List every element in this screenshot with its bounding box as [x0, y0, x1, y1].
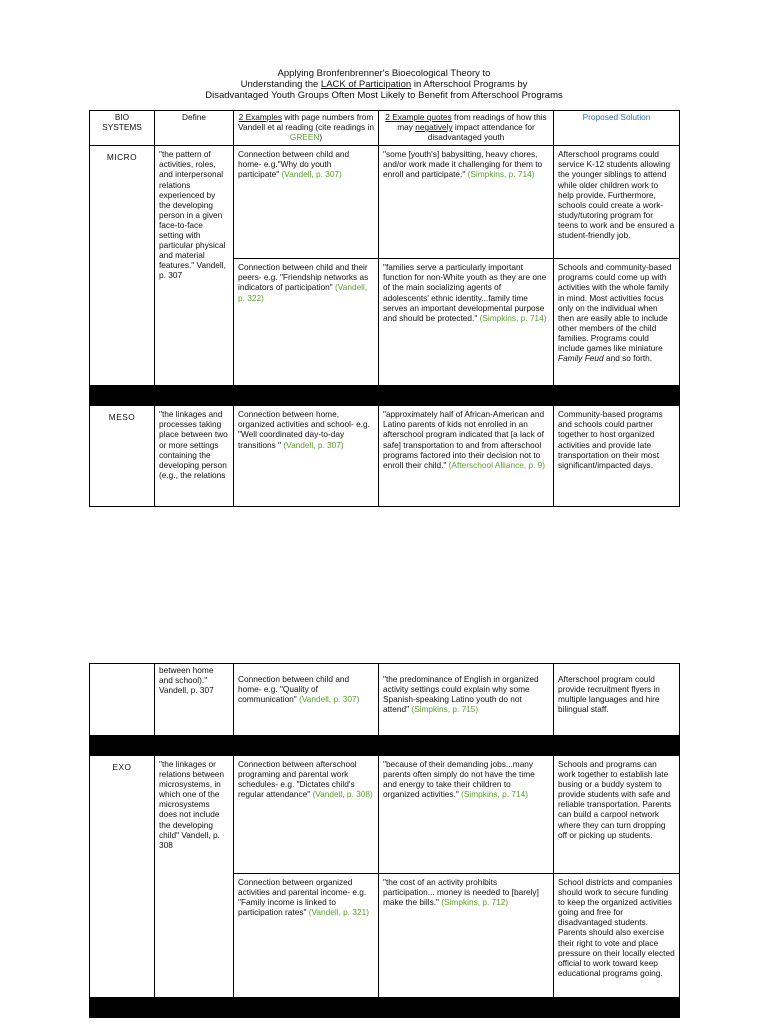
meso-quote-1-text: "approximately half of African-American and Latino parents of kids not enrolled in an afterschool program indicated that [a lack of safe] transportation to and from afterschool programs factored into their decision not to enroll their child."	[383, 409, 545, 470]
micro-example-2	[234, 259, 379, 386]
meso-row	[90, 406, 680, 507]
meso-cont-quote-text: "the predominance of English in organized activity settings could explain why some Spanish-speaking Latino youth do not attend"	[383, 674, 539, 715]
meso-quote-1	[379, 406, 554, 507]
title-line-3: Disadvantaged Youth Groups Often Most Likely to Benefit from Afterschool Programs	[205, 90, 563, 101]
exo-quote-1-text: "because of their demanding jobs...many parents often simply do not have the time and energy to take their children to organized activities."	[383, 759, 535, 800]
document-title	[0, 68, 768, 101]
micro-solution-2-end: and so forth.	[603, 353, 653, 364]
micro-example-1	[234, 146, 379, 259]
header-examples-green: GREEN	[289, 132, 320, 143]
header-examples-end: )	[319, 132, 323, 143]
micro-quote-2	[379, 259, 554, 386]
header-row	[90, 111, 680, 146]
meso-example-1-text: Connection between home, organized activities and school- e.g. "Well coordinated day-to-day transitions "	[238, 409, 370, 450]
meso-cont-example-text: Connection between child and home- e.g. "Quality of communication"	[238, 674, 350, 705]
meso-cont-quote-cite: (Simpkins, p. 715)	[411, 704, 479, 715]
meso-cont-example	[234, 664, 379, 736]
theory-table-page-2	[89, 663, 680, 1018]
separator-bar-2	[90, 736, 680, 756]
header-proposed-solution: Proposed Solution	[554, 111, 680, 146]
header-bio-systems: BIO SYSTEMS	[90, 111, 155, 146]
micro-example-2-cite: (Vandell, p. 322)	[238, 282, 368, 303]
micro-example-2-text: Connection between child and their peers- e.g. "Friendship networks as indicators of participation"	[238, 262, 369, 293]
header-examples	[234, 111, 379, 146]
micro-quote-1-text: "some [youth's] babysitting, heavy chores, and/or work made it challenging for them to enroll and participate."	[383, 149, 543, 180]
meso-example-1	[234, 406, 379, 507]
exo-quote-1	[379, 756, 554, 874]
exo-label: EXO	[90, 756, 155, 998]
title-line-2-underline: LACK of Participation	[320, 79, 412, 90]
header-define: Define	[155, 111, 234, 146]
exo-solution-2: School districts and companies should work to secure funding to keep the organized activities going and free for disadvantaged students. Parents should also exercise their right to vote and place pressure on their locally elected official to work toward keep educational programs going.	[554, 874, 680, 998]
meso-cont-example-cite: (Vandell, p. 307)	[299, 694, 360, 705]
header-quotes-negatively: negatively	[415, 122, 453, 133]
exo-example-1-text: Connection between afterschool programing and parental work schedules- e.g. "Dictates child's regular attendance"	[238, 759, 357, 800]
micro-example-1-cite: (Vandell, p. 307)	[281, 169, 342, 180]
micro-quote-1	[379, 146, 554, 259]
exo-example-1	[234, 756, 379, 874]
micro-definition: "the pattern of activities, roles, and interpersonal relations experienced by the developing person in a given face-to-face setting with particular physical and material features." Vandell, p. 307	[155, 146, 234, 386]
exo-row-1	[90, 756, 680, 874]
exo-definition: "the linkages or relations between microsystems, in which one of the microsystems does not include the developing child" Vandell, p. 308	[155, 756, 234, 998]
exo-quote-2	[379, 874, 554, 998]
meso-definition: "the linkages and processes taking place between two or more settings containing the developing person (e.g., the relations	[155, 406, 234, 507]
micro-solution-2-text: Schools and community-based programs could come up with activities with the whole family in mind. Most activities focus only on the individual when then are easily able to include other members of the child families. Programs could include games like miniature	[558, 262, 672, 354]
meso-cont-label	[90, 664, 155, 736]
meso-cont-quote	[379, 664, 554, 736]
meso-cont-row	[90, 664, 680, 736]
meso-cont-solution: Afterschool program could provide recruitment flyers in multiple languages and hire bilingual staff.	[554, 664, 680, 736]
exo-quote-2-text: "the cost of an activity prohibits participation... money is needed to [barely] make the bills."	[383, 877, 539, 908]
exo-example-2	[234, 874, 379, 998]
exo-example-1-cite: (Vandell, p. 308)	[312, 789, 373, 800]
exo-quote-2-cite: (Simpkins, p. 712)	[441, 897, 509, 908]
header-quotes	[379, 111, 554, 146]
exo-example-2-text: Connection between organized activities and parental income- e.g. "Family income is linked to participation rates"	[238, 877, 367, 918]
micro-solution-1: Afterschool programs could service K-12 students allowing the younger siblings to attend while older children work to help provide. Furthermore, schools could create a work-study/tutoring program for teens to work and be ensured a student-friendly job.	[554, 146, 680, 259]
micro-example-1-text: Connection between child and home- e.g."Why do youth participate"	[238, 149, 350, 180]
header-examples-underline: 2 Examples	[238, 112, 283, 122]
header-quotes-text-2: impact attendance for disadvantaged youth	[427, 122, 535, 143]
micro-quote-1-cite: (Simpkins, p. 714)	[467, 169, 535, 180]
separator-bar-cell	[90, 386, 680, 406]
header-examples-text: with page numbers from Vandell et al reading (cite readings in	[238, 112, 374, 133]
separator-bar-3	[90, 998, 680, 1018]
title-line-2-post: in Afterschool Programs by	[411, 79, 528, 90]
exo-example-2-cite: (Vandell, p. 321)	[308, 907, 370, 918]
meso-example-1-cite: (Vandell, p. 307)	[283, 439, 344, 450]
theory-table-page-1	[89, 110, 680, 507]
title-line-2-pre: Understanding the	[240, 79, 321, 90]
exo-quote-1-cite: (Simpkins, p. 714)	[461, 789, 528, 800]
micro-row-1	[90, 146, 680, 259]
meso-label: MESO	[90, 406, 155, 507]
meso-solution-1: Community-based programs and schools could partner together to host organized activities and provide late transportation on their most significant/impacted days.	[554, 406, 680, 507]
header-quotes-underline: 2 Example quotes	[385, 112, 452, 122]
separator-bar	[90, 386, 680, 406]
exo-solution-1: Schools and programs can work together to establish late busing or a buddy system to provide students with safe and reliable transportation. Parents can build a carpool network where they can turn dropping off or picking up students.	[554, 756, 680, 874]
meso-quote-1-cite: (Afterschool Alliance, p. 9)	[448, 459, 546, 470]
separator-bar-3-cell	[90, 998, 680, 1018]
header-quotes-text-1: from readings of how this may	[397, 112, 547, 133]
micro-quote-2-cite: (Simpkins, p. 714)	[479, 312, 547, 323]
title-line-1: Applying Bronfenbrenner's Bioecological Theory to	[277, 68, 491, 79]
micro-solution-2-italic: Family Feud	[558, 353, 604, 364]
meso-cont-definition: between home and school)." Vandell, p. 307	[155, 664, 234, 736]
separator-bar-2-cell	[90, 736, 680, 756]
title-line-2	[0, 79, 768, 90]
micro-solution-2	[554, 259, 680, 386]
micro-quote-2-text: "families serve a particularly important function for non-White youth as they are one of the main socializing agents of adolescents' ethnic identity...family time serves an important developmental purpose and should be protected."	[383, 262, 547, 323]
micro-label: MICRO	[90, 146, 155, 386]
